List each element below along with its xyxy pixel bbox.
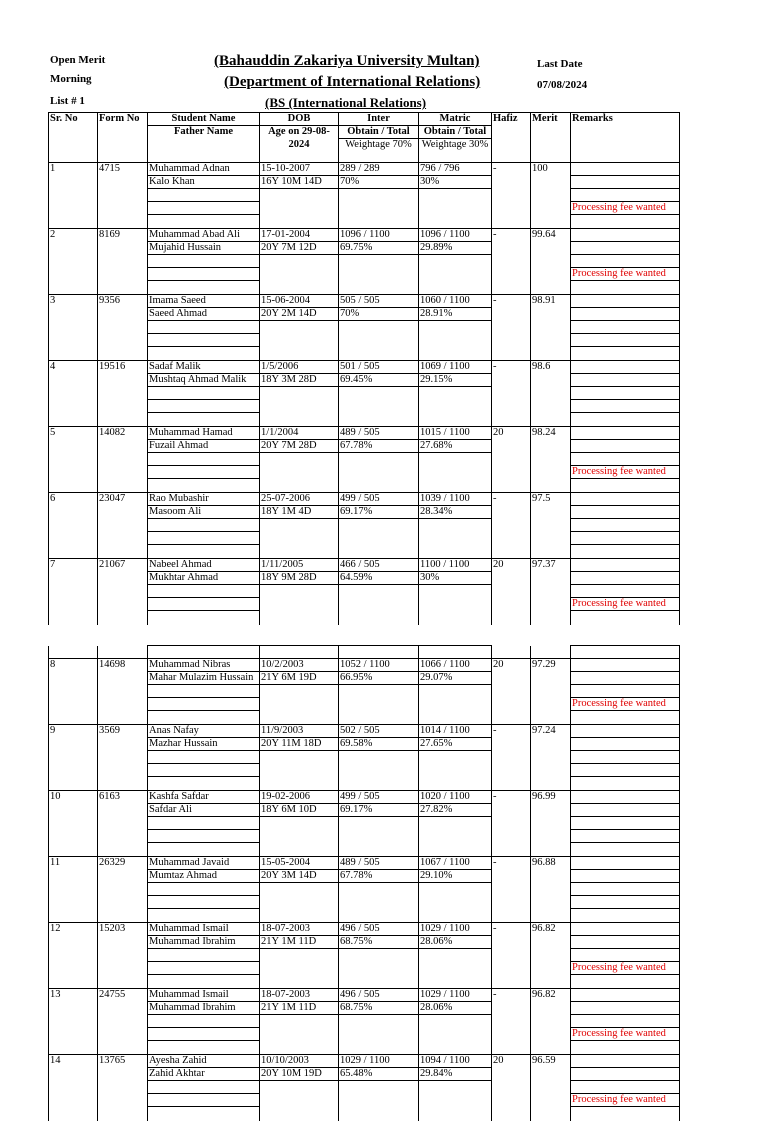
student-name: Rao Mubashir — [148, 493, 260, 506]
hafiz: 20 — [492, 559, 531, 572]
student-name: Muhammad Ismail — [148, 989, 260, 1002]
inter-weightage: 67.78% — [339, 870, 419, 883]
merit-table-page-1 — [48, 112, 680, 625]
merit-score: 96.99 — [531, 791, 571, 804]
father-name: Mazhar Hussain — [148, 738, 260, 751]
remark — [571, 532, 680, 545]
father-name: Mumtaz Ahmad — [148, 870, 260, 883]
shift-label: Morning — [50, 73, 92, 85]
inter-weightage: 68.75% — [339, 936, 419, 949]
list-type-label: Open Merit — [50, 54, 106, 66]
inter-weightage: 69.75% — [339, 242, 419, 255]
age: 20Y 3M 14D — [260, 870, 339, 883]
age: 20Y 7M 28D — [260, 440, 339, 453]
inter-weightage: 69.45% — [339, 374, 419, 387]
father-name: Mujahid Hussain — [148, 242, 260, 255]
sr-no: 11 — [49, 857, 98, 870]
table-row — [49, 989, 680, 1002]
matric-marks: 1069 / 1100 — [419, 361, 492, 374]
dob: 1/1/2004 — [260, 427, 339, 440]
age: 20Y 10M 19D — [260, 1068, 339, 1081]
matric-weightage: 30% — [419, 176, 492, 189]
form-no: 4715 — [98, 163, 148, 176]
form-no: 14698 — [98, 659, 148, 672]
inter-marks: 505 / 505 — [339, 295, 419, 308]
header-inter-obtain-total: Obtain / Total — [339, 126, 419, 139]
sr-no: 10 — [49, 791, 98, 804]
form-no: 6163 — [98, 791, 148, 804]
matric-marks: 1020 / 1100 — [419, 791, 492, 804]
sr-no: 13 — [49, 989, 98, 1002]
header-sr: Sr. No — [49, 113, 98, 126]
remark: Processing fee wanted — [571, 962, 680, 975]
inter-weightage: 70% — [339, 308, 419, 321]
age: 16Y 10M 14D — [260, 176, 339, 189]
merit-score: 97.37 — [531, 559, 571, 572]
age: 20Y 2M 14D — [260, 308, 339, 321]
hafiz: 20 — [492, 659, 531, 672]
sr-no: 2 — [49, 229, 98, 242]
sr-no: 4 — [49, 361, 98, 374]
form-no: 13765 — [98, 1055, 148, 1068]
father-name: Mushtaq Ahmad Malik — [148, 374, 260, 387]
remark — [571, 334, 680, 347]
sr-no: 5 — [49, 427, 98, 440]
inter-marks: 496 / 505 — [339, 989, 419, 1002]
program-subtitle: (BS (International Relations) — [265, 95, 427, 110]
table-row — [49, 229, 680, 242]
matric-weightage: 28.06% — [419, 936, 492, 949]
matric-weightage: 28.34% — [419, 506, 492, 519]
matric-weightage: 29.89% — [419, 242, 492, 255]
father-name: Masoom Ali — [148, 506, 260, 519]
table-row — [49, 427, 680, 440]
table-row — [49, 493, 680, 506]
matric-marks: 1029 / 1100 — [419, 923, 492, 936]
father-name: Saeed Ahmad — [148, 308, 260, 321]
merit-score: 97.29 — [531, 659, 571, 672]
student-name: Muhammad Javaid — [148, 857, 260, 870]
hafiz: - — [492, 923, 531, 936]
matric-weightage: 27.68% — [419, 440, 492, 453]
student-name: Anas Nafay — [148, 725, 260, 738]
remark: Processing fee wanted — [571, 1094, 680, 1107]
age: 18Y 1M 4D — [260, 506, 339, 519]
age: 18Y 6M 10D — [260, 804, 339, 817]
form-no: 14082 — [98, 427, 148, 440]
dob: 15-05-2004 — [260, 857, 339, 870]
sr-no: 1 — [49, 163, 98, 176]
table-row — [49, 923, 680, 936]
table-row — [49, 361, 680, 374]
inter-weightage: 68.75% — [339, 1002, 419, 1015]
form-no: 24755 — [98, 989, 148, 1002]
matric-marks: 1060 / 1100 — [419, 295, 492, 308]
sr-no: 7 — [49, 559, 98, 572]
dob: 1/11/2005 — [260, 559, 339, 572]
remark: Processing fee wanted — [571, 1028, 680, 1041]
student-name: Muhammad Adnan — [148, 163, 260, 176]
dob: 15-10-2007 — [260, 163, 339, 176]
student-name: Muhammad Abad Ali — [148, 229, 260, 242]
student-name: Muhammad Hamad — [148, 427, 260, 440]
dob: 25-07-2006 — [260, 493, 339, 506]
inter-marks: 502 / 505 — [339, 725, 419, 738]
header-merit: Merit — [531, 113, 571, 126]
hafiz: - — [492, 361, 531, 374]
header-age: Age on 29-08- — [260, 126, 339, 139]
dob: 18-07-2003 — [260, 923, 339, 936]
dob: 10/2/2003 — [260, 659, 339, 672]
header-age-year: 2024 — [260, 139, 339, 163]
hafiz: - — [492, 725, 531, 738]
remark: Processing fee wanted — [571, 268, 680, 281]
merit-score: 100 — [531, 163, 571, 176]
inter-weightage: 65.48% — [339, 1068, 419, 1081]
father-name: Kalo Khan — [148, 176, 260, 189]
dob: 17-01-2004 — [260, 229, 339, 242]
inter-marks: 489 / 505 — [339, 857, 419, 870]
form-no: 19516 — [98, 361, 148, 374]
form-no: 9356 — [98, 295, 148, 308]
student-name: Sadaf Malik — [148, 361, 260, 374]
dob: 1/5/2006 — [260, 361, 339, 374]
father-name: Mukhtar Ahmad — [148, 572, 260, 585]
dob: 19-02-2006 — [260, 791, 339, 804]
table-row — [49, 857, 680, 870]
inter-marks: 499 / 505 — [339, 791, 419, 804]
matric-weightage: 29.84% — [419, 1068, 492, 1081]
header-father-name: Father Name — [148, 126, 260, 139]
matric-marks: 796 / 796 — [419, 163, 492, 176]
remark: Processing fee wanted — [571, 598, 680, 611]
form-no: 26329 — [98, 857, 148, 870]
merit-score: 96.59 — [531, 1055, 571, 1068]
matric-weightage: 27.65% — [419, 738, 492, 751]
last-date-value: 07/08/2024 — [537, 79, 588, 91]
sr-no: 14 — [49, 1055, 98, 1068]
form-no: 23047 — [98, 493, 148, 506]
father-name: Zahid Akhtar — [148, 1068, 260, 1081]
hafiz: - — [492, 295, 531, 308]
merit-score: 98.24 — [531, 427, 571, 440]
father-name: Muhammad Ibrahim — [148, 1002, 260, 1015]
dob: 10/10/2003 — [260, 1055, 339, 1068]
inter-marks: 1096 / 1100 — [339, 229, 419, 242]
header-remarks: Remarks — [571, 113, 680, 126]
merit-score: 96.88 — [531, 857, 571, 870]
inter-weightage: 70% — [339, 176, 419, 189]
remark — [571, 764, 680, 777]
matric-marks: 1039 / 1100 — [419, 493, 492, 506]
student-name: Muhammad Ismail — [148, 923, 260, 936]
university-title: (Bahauddin Zakariya University Multan) — [214, 53, 480, 69]
matric-weightage: 27.82% — [419, 804, 492, 817]
matric-marks: 1066 / 1100 — [419, 659, 492, 672]
merit-table-page-2 — [48, 645, 680, 1121]
department-title: (Department of International Relations) — [224, 74, 481, 90]
inter-marks: 289 / 289 — [339, 163, 419, 176]
form-no: 3569 — [98, 725, 148, 738]
sr-no: 8 — [49, 659, 98, 672]
merit-score: 98.6 — [531, 361, 571, 374]
table-row — [49, 163, 680, 176]
inter-weightage: 69.17% — [339, 506, 419, 519]
sr-no: 12 — [49, 923, 98, 936]
matric-marks: 1014 / 1100 — [419, 725, 492, 738]
matric-weightage: 28.06% — [419, 1002, 492, 1015]
inter-marks: 1029 / 1100 — [339, 1055, 419, 1068]
dob: 11/9/2003 — [260, 725, 339, 738]
form-no: 21067 — [98, 559, 148, 572]
matric-marks: 1029 / 1100 — [419, 989, 492, 1002]
header-matric: Matric — [419, 113, 492, 126]
inter-weightage: 66.95% — [339, 672, 419, 685]
age: 20Y 11M 18D — [260, 738, 339, 751]
matric-marks: 1100 / 1100 — [419, 559, 492, 572]
form-no: 8169 — [98, 229, 148, 242]
remark — [571, 400, 680, 413]
hafiz: - — [492, 229, 531, 242]
table-row — [49, 659, 680, 672]
age: 20Y 7M 12D — [260, 242, 339, 255]
matric-weightage: 29.15% — [419, 374, 492, 387]
father-name: Fuzail Ahmad — [148, 440, 260, 453]
hafiz: 20 — [492, 1055, 531, 1068]
matric-marks: 1096 / 1100 — [419, 229, 492, 242]
merit-score: 98.91 — [531, 295, 571, 308]
inter-weightage: 64.59% — [339, 572, 419, 585]
remark: Processing fee wanted — [571, 202, 680, 215]
dob: 18-07-2003 — [260, 989, 339, 1002]
inter-marks: 499 / 505 — [339, 493, 419, 506]
student-name: Muhammad Nibras — [148, 659, 260, 672]
hafiz: - — [492, 989, 531, 1002]
father-name: Safdar Ali — [148, 804, 260, 817]
inter-marks: 501 / 505 — [339, 361, 419, 374]
merit-score: 97.24 — [531, 725, 571, 738]
table-header-row — [49, 113, 680, 126]
table-row — [49, 559, 680, 572]
matric-marks: 1094 / 1100 — [419, 1055, 492, 1068]
inter-weightage: 69.58% — [339, 738, 419, 751]
father-name: Muhammad Ibrahim — [148, 936, 260, 949]
student-name: Imama Saeed — [148, 295, 260, 308]
student-name: Nabeel Ahmad — [148, 559, 260, 572]
merit-score: 99.64 — [531, 229, 571, 242]
header-student-name: Student Name — [148, 113, 260, 126]
merit-score: 96.82 — [531, 989, 571, 1002]
matric-marks: 1067 / 1100 — [419, 857, 492, 870]
remark: Processing fee wanted — [571, 466, 680, 479]
remark — [571, 896, 680, 909]
table-row — [49, 791, 680, 804]
inter-marks: 489 / 505 — [339, 427, 419, 440]
header-inter: Inter — [339, 113, 419, 126]
table-row — [49, 1055, 680, 1068]
header-dob: DOB — [260, 113, 339, 126]
header-inter-weightage: Weightage 70% — [339, 139, 419, 163]
matric-weightage: 30% — [419, 572, 492, 585]
remark — [571, 830, 680, 843]
merit-score: 96.82 — [531, 923, 571, 936]
inter-marks: 1052 / 1100 — [339, 659, 419, 672]
hafiz: - — [492, 163, 531, 176]
inter-marks: 466 / 505 — [339, 559, 419, 572]
remark: Processing fee wanted — [571, 698, 680, 711]
inter-marks: 496 / 505 — [339, 923, 419, 936]
table-row — [49, 295, 680, 308]
hafiz: - — [492, 791, 531, 804]
list-number-label: List # 1 — [50, 95, 85, 107]
header-hafiz: Hafiz — [492, 113, 531, 126]
age: 21Y 6M 19D — [260, 672, 339, 685]
header-matric-weightage: Weightage 30% — [419, 139, 492, 163]
student-name: Ayesha Zahid — [148, 1055, 260, 1068]
hafiz: - — [492, 493, 531, 506]
inter-weightage: 69.17% — [339, 804, 419, 817]
sr-no: 3 — [49, 295, 98, 308]
header-matric-obtain-total: Obtain / Total — [419, 126, 492, 139]
form-no: 15203 — [98, 923, 148, 936]
hafiz: 20 — [492, 427, 531, 440]
table-row — [49, 725, 680, 738]
age: 18Y 9M 28D — [260, 572, 339, 585]
matric-weightage: 29.07% — [419, 672, 492, 685]
dob: 15-06-2004 — [260, 295, 339, 308]
last-date-label: Last Date — [537, 58, 583, 70]
matric-weightage: 28.91% — [419, 308, 492, 321]
merit-score: 97.5 — [531, 493, 571, 506]
hafiz: - — [492, 857, 531, 870]
header-form: Form No — [98, 113, 148, 126]
sr-no: 9 — [49, 725, 98, 738]
father-name: Mahar Mulazim Hussain — [148, 672, 260, 685]
age: 21Y 1M 11D — [260, 936, 339, 949]
age: 18Y 3M 28D — [260, 374, 339, 387]
inter-weightage: 67.78% — [339, 440, 419, 453]
student-name: Kashfa Safdar — [148, 791, 260, 804]
matric-weightage: 29.10% — [419, 870, 492, 883]
age: 21Y 1M 11D — [260, 1002, 339, 1015]
sr-no: 6 — [49, 493, 98, 506]
matric-marks: 1015 / 1100 — [419, 427, 492, 440]
